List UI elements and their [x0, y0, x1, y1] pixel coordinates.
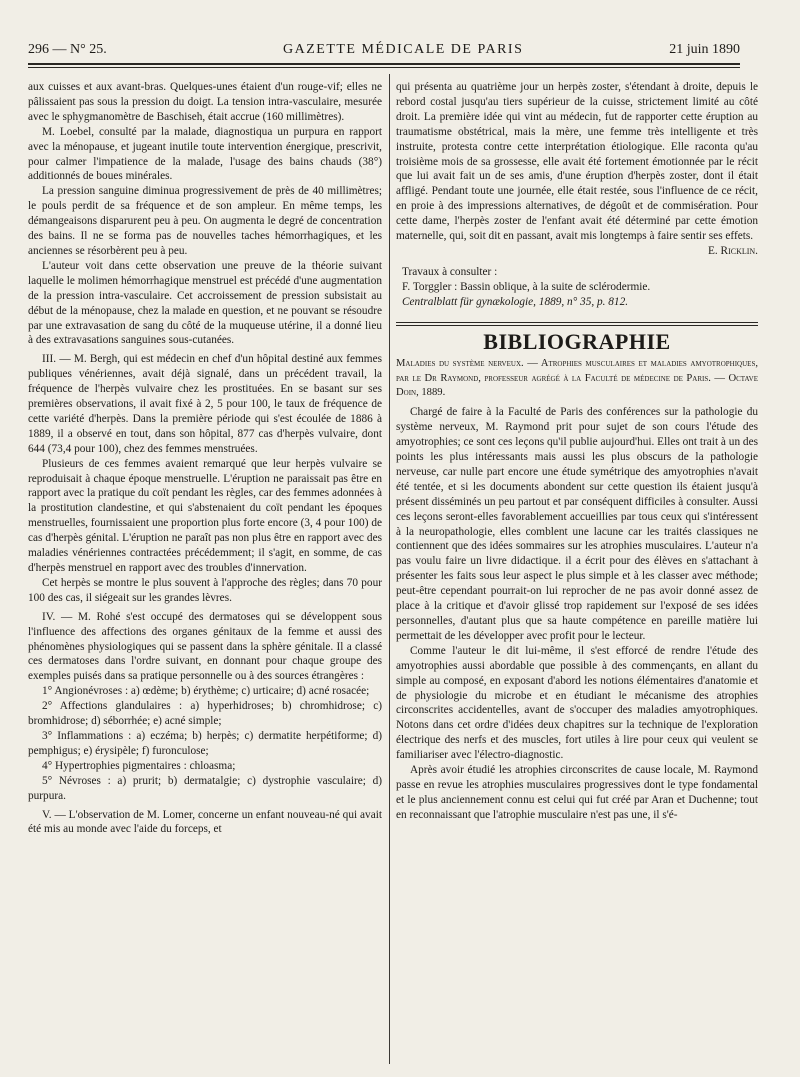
journal-title: GAZETTE MÉDICALE DE PARIS [283, 42, 524, 57]
paragraph: La pression sanguine diminua progressivement de près de 40 millimètres; le pouls perdit de sa fréquence et de son ampleur. En même temps, les démangeaisons disparurent peu à peu. On augmenta le degré de concentration des bains. Il ne se forma pas de nouvelles taches hémorrhagiques, et les anciennes se résorbèrent peu à peu. [28, 185, 382, 257]
paragraph: Cet herpès se montre le plus souvent à l'approche des règles; dans 70 pour 100 des cas, il siégeait sur les grandes lèvres. [28, 576, 382, 604]
paragraph: aux cuisses et aux avant-bras. Quelques-unes étaient d'un rouge-vif; elles ne pâlissaient pas sous la pression du doigt. La tension intra-vasculaire, mesurée avec le sphygmanomètre de Baschiseh, était accrue (160 millimètres). [28, 81, 382, 123]
paragraph-section-v: V. — L'observation de M. Lomer, concerne un enfant nouveau-né qui avait été mis au monde avec l'aide du forceps, et [28, 808, 382, 836]
paragraph: L'auteur voit dans cette observation une preuve de la théorie suivant laquelle le molimen hémorrhagique menstruel est précédé d'une augmentation de la pression intra-vasculaire. Cet accroissement de pression subsistait au début de la ménopause, chez la malade en question, et ne pouvant se résoudre par une extravasation de sang du côté de la muqueuse utérine, il a donné lieu à des extravasations sanguines sous-cutanées. [28, 259, 382, 347]
header-rule-thin [28, 67, 740, 68]
right-column [396, 80, 758, 823]
page-header [28, 42, 740, 62]
paragraph-section-iii: III. — M. Bergh, qui est médecin en chef d'un hôpital destiné aux femmes publiques vénériennes, avait déjà signalé, dans un précédent travail, la fréquence de l'herpès vulvaire chez les prostituées. En se basant sur ses premières observations, il avait fixé à 2, 5 pour 100, le taux de fréquence de cette variété d'herpès. Dans la première période qui s'est écoulée de 1886 à 1889, il a observé en tout, dans son hôpital, 877 cas d'herpès vulvaire, dont 644 (73,4 pour 100), chez des femmes menstruées. [28, 353, 382, 455]
list-item: 3° Inflammations : a) eczéma; b) herpès; c) dermatite herpétiforme; d) pemphigus; e) érysipèle; f) furonculose; [28, 729, 382, 757]
reference-source: Centralblatt für gynækologie, 1889, n° 35, p. 812. [402, 295, 629, 308]
references [396, 265, 758, 310]
page-number: 296 — N° 25. [28, 42, 107, 57]
section-rule-thin [396, 325, 758, 326]
list-item: 5° Névroses : a) prurit; b) dermatalgie; c) dystrophie vasculaire; d) purpura. [28, 774, 382, 802]
list-item: 4° Hypertrophies pigmentaires : chloasma; [42, 759, 236, 772]
bibliography-heading: BIBLIOGRAPHIE [483, 328, 671, 354]
paragraph: Après avoir étudié les atrophies circonscrites de cause locale, M. Raymond passe en revue les atrophies musculaires progressives dont le type fondamental et le plus anciennement connu est celui qui fut créé par Aran et Duchenne; tout en reconnaissant que l'atrophie musculaire n'est pas une, il s'é- [396, 764, 758, 821]
list-item: 2° Affections glandulaires : a) hyperhidroses; b) chromhidrose; c) bromhidrose; d) séborrhée; e) acné simple; [28, 700, 382, 728]
reference-item: F. Torggler : Bassin oblique, à la suite de sclérodermie. [402, 280, 651, 293]
paragraph: Plusieurs de ces femmes avaient remarqué que leur herpès vulvaire se reproduisait à chaque époque menstruelle. L'éruption ne paraissait pas être en rapport avec la pratique du coït pendant les règles, car des femmes adonnées à la prostitution clandestine, et qui s'abstenaient du coït pendant les époques menstruelles, fournissaient une proportion plus forte encore (3, 4 pour 100) de cas d'herpès génital. L'éruption ne paraît pas non plus être en rapport avec des maladies vénériennes contractées précédemment; il s'agit, en somme, de cas d'herpès menstruel en rapport avec des troubles d'innervation. [28, 457, 382, 574]
author-signature: E. Ricklin. [707, 244, 758, 257]
references-title: Travaux à consulter : [402, 265, 498, 278]
paragraph-section-iv: IV. — M. Rohé s'est occupé des dermatoses qui se développent sous l'influence des affections des organes génitaux de la femme et aussi des phénomènes physiologiques qui se passent dans la sphère génitale. Il a classé ces dermatoses dans l'ordre suivant, en donnant pour chaque groupe des exemples puisés dans sa pratique personnelle ou à des sources étrangères : [28, 610, 382, 683]
column-divider [389, 74, 390, 1064]
section-rule [396, 322, 758, 323]
paragraph: M. Loebel, consulté par la malade, diagnostiqua un purpura en rapport avec la ménopause, et jugeant inutile toute intervention énergique, prescrivit, pour calmer l'impatience de la malade, l'usage des bains chauds (38°) additionnés de boues minérales. [28, 125, 382, 183]
header-rule [28, 63, 740, 65]
paragraph: qui présenta au quatrième jour un herpès zoster, s'étendant à droite, depuis le rebord costal jusqu'au tiers supérieur de la cuisse, strictement limité au côté droit. La première idée qui vint au médecin, fut de rapporter cette éruption au traumatisme obstétrical, mais la mère, une femme très intelligente et très instruite, protesta contre cette interprétation étiologique. Elle raconta qu'au troisième mois de sa grossesse, elle avait été fortement émotionnée par le récit que lui avait fait un de ses amis, d'une éruption d'herpès zoster, dont il était affligé. Pendant toute une journée, elle était restée, sous l'influence de ce récit, en proie à des impressions alternatives, de dégoût et de commisération. Pour cette dame, l'herpès zoster de l'enfant avait été déterminé par cette émotion maternelle, qui, soit dit en passant, avait mis longtemps à faire sentir ses effets. [396, 81, 758, 243]
issue-date: 21 juin 1890 [669, 42, 740, 57]
book-citation: Maladies du système nerveux. — Atrophies musculaires et maladies amyotrophiques, par le Dr Raymond, professeur agrégé à la Faculté de médecine de Paris. — Octave Doin, 1889. [396, 357, 758, 399]
paragraph: Chargé de faire à la Faculté de Paris des conférences sur la pathologie du système nerveux, M. Raymond prit pour sujet de son cours l'étude des amyotrophies; ce sont ces leçons qu'il publie aujourd'hui. Elles ont trait à un des points les plus intéressants mais aussi les plus obscurs de la pathologie nerveuse, car nulle part encore une étude symétrique des amyotrophies n'avait été tentée, et si les documents abondent sur cette question ils étaient jusqu'à présent disséminés un peu partout et par conséquent difficiles à consulter. Aussi ces leçons seront-elles favorablement accueillies par tous ceux qui s'intéressent à la neuropathologie, elles comblent une lacune car les traités classiques ne contiennent que des idées sommaires sur les atrophies musculaires. L'auteur n'a pas voulu faire un livre didactique. il a écrit pour des élèves en s'attachant à présenter les faits sous leur aspect le plus simple et à les classer avec méthode; peut-être cependant pourrait-on lui reprocher de ne pas avoir donné assez de place à la critique et d'avoir glissé trop rapidement sur l'exposé de ses idées personnelles, d'autant plus que sa haute compétence en pareille matière lui permettait de les développer avec profit pour le lecteur. [396, 406, 758, 642]
paragraph: Comme l'auteur le dit lui-même, il s'est efforcé de rendre l'étude des amyotrophies aussi abordable que possible à des commençants, en allant du simple au composé, en exposant d'abord les notions élémentaires d'anatomie et de physiologie du microbe et en étudiant le mécanisme des atrophies circonscrites accidentelles, avant de s'occuper des maladies amyotrophiques. Notons dans cet ordre d'idées deux chapitres sur la technique de l'exploration électrique des nerfs et des muscles, fort utiles à lire pour ceux qui veulent se familiariser avec l'électro-diagnostic. [396, 644, 758, 762]
list-item: 1° Angionévroses : a) œdème; b) érythème; c) urticaire; d) acné rosacée; [42, 685, 370, 698]
left-column [28, 80, 382, 837]
dermatoses-list [28, 684, 382, 803]
